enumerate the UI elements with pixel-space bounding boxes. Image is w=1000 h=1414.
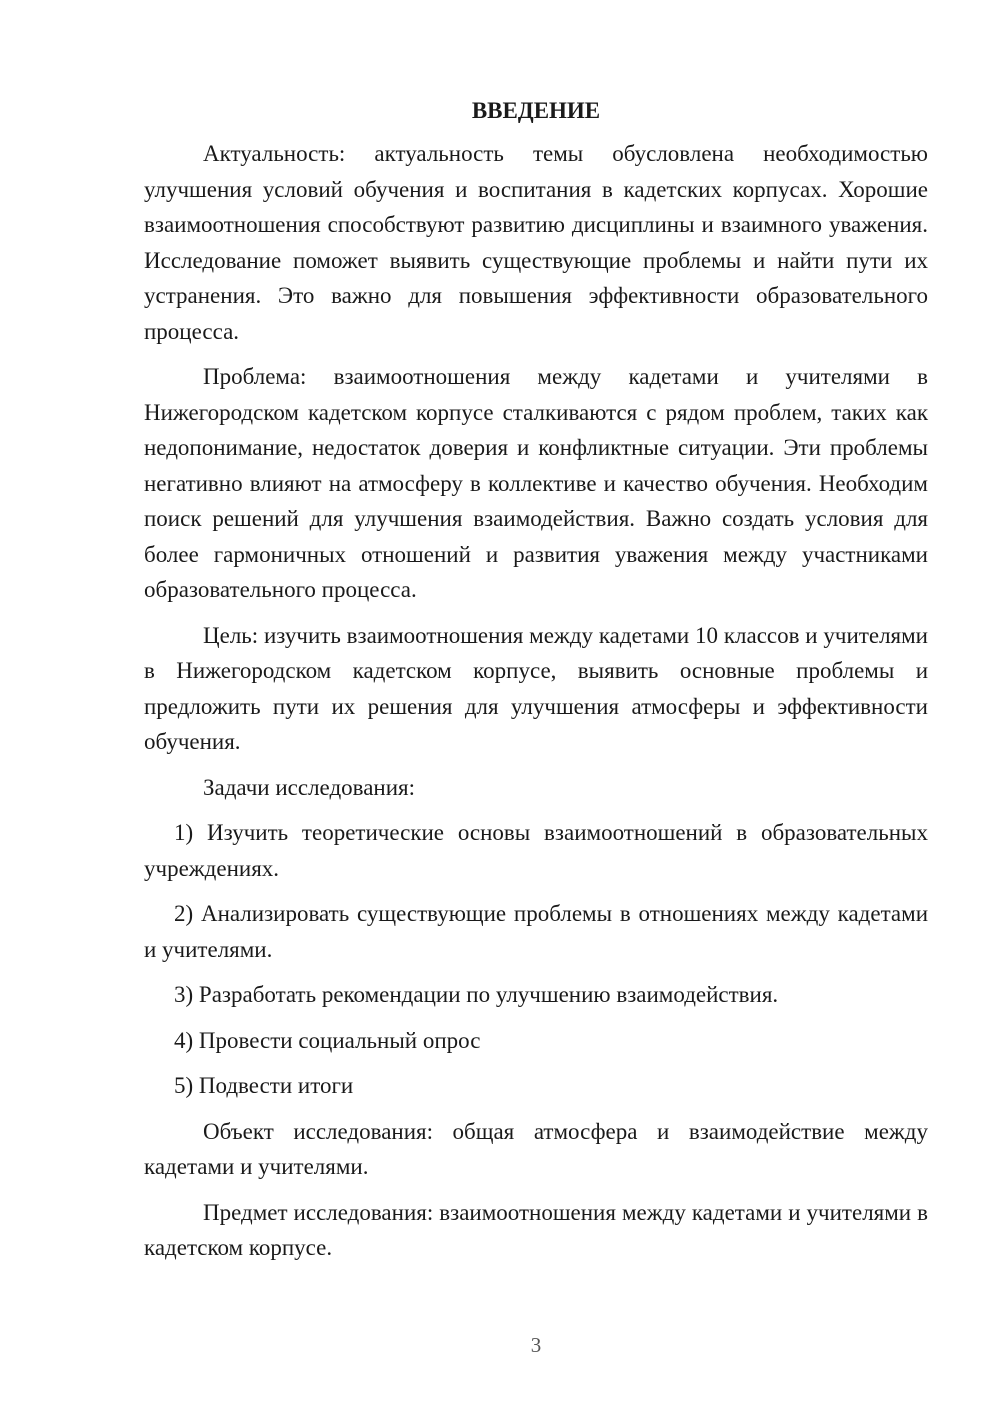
paragraph-object: Объект исследования: общая атмосфера и взаимодействие между кадетами и учителями. [144,1118,928,1179]
document-page [144,95,928,1276]
paragraph-goal: Цель: изучить взаимоотношения между кадетами 10 классов и учителями в Нижегородском кадетском корпусе, выявить основные проблемы и предложить пути их решения для улучшения атмосферы и эффективности обучения. [144,622,928,754]
task-item-5: 5) Подвести итоги [174,1073,354,1098]
page-number: 3 [530,1333,542,1357]
task-item-3: 3) Разработать рекомендации по улучшению взаимодействия. [174,982,779,1007]
task-item-4: 4) Провести социальный опрос [174,1027,481,1053]
document-title: ВВЕДЕНИЕ [471,98,601,123]
task-item-1: 1) Изучить теоретические основы взаимоотношений в образовательных учреждениях. [144,820,928,881]
paragraph-problem: Проблема: взаимоотношения между кадетами и учителями в Нижегородском кадетском корпусе сталкиваются с рядом проблем, таких как недопонимание, недостаток доверия и конфликтные ситуации. Эти проблемы негативно влияют на атмосферу в коллективе и качество обучения. Необходим поиск решений для улучшения взаимодействия. Важно создать условия для более гармоничных отношений и развития уважения между участниками образовательного процесса. [144,364,928,602]
paragraph-relevance: Актуальность: актуальность темы обусловлена необходимостью улучшения условий обучения и воспитания в кадетских корпусах. Хорошие взаимоотношения способствуют развитию дисциплины и взаимного уважения. Исследование поможет выявить существующие проблемы и найти пути их устранения. Это важно для повышения эффективности образовательного процесса. [144,141,928,344]
paragraph-subject: Предмет исследования: взаимоотношения между кадетами и учителями в кадетском корпусе. [144,1199,928,1260]
task-item-2: 2) Анализировать существующие проблемы в отношениях между кадетами и учителями. [144,901,928,962]
tasks-heading: Задачи исследования: [203,774,416,800]
